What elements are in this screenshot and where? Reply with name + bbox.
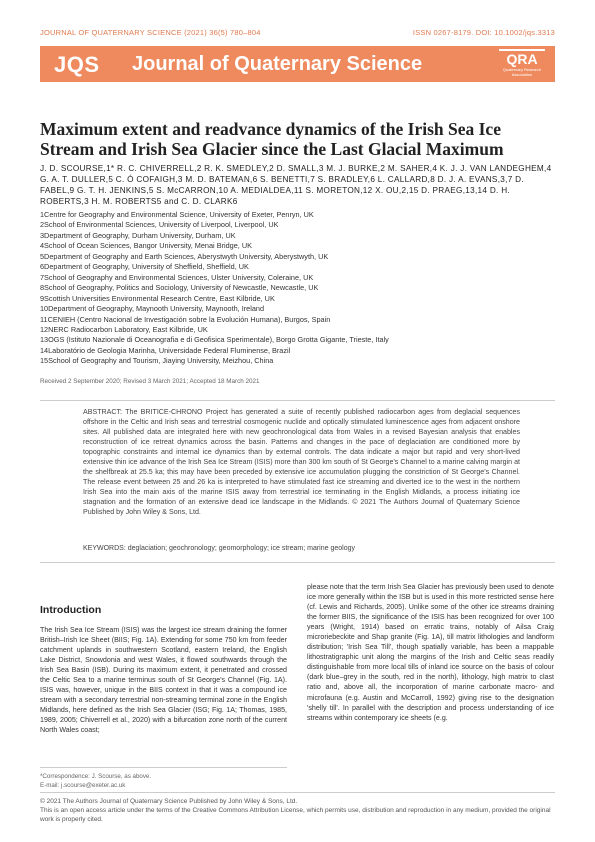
article-title: Maximum extent and readvance dynamics of the Irish Sea Ice Stream and Irish Sea Glacier since the Last Glacial Maximum	[40, 119, 504, 159]
author-list: J. D. SCOURSE,1* R. C. CHIVERRELL,2 R. K. SMEDLEY,2 D. SMALL,3 M. J. BURKE,2 M. SAHER,4 K. J. J. VAN LANDEGHEM,4 G. A. T. DULLER,5 C. Ó COFAIGH,3 M. D. BATEMAN,6 S. BENETTI,7 S. BRADLEY,6 L. CALLARD,8 D. J. A. EVANS,3,7 D. FABEL,9 G. T. H. JENKINS,5 S. McCARRON,10 A. MEDIALDEA,11 S. MORETON,12 X. OU,2,15 D. PRAEG,13,14 D. H. ROBERTS,3 H. M. ROBERTS5 and C. D. CLARK6	[40, 164, 552, 206]
abstract: ABSTRACT: The BRITICE-CHRONO Project has generated a suite of recently published radiocarbon ages from deglacial sequences offshore in the Celtic and Irish seas and terrestrial cosmogenic nuclide and optically stimulated luminescence ages from adjacent onshore sites. All published data are integrated here with new geochronological data from Wales in a revised Bayesian analysis that enables reconstruction of ice retreat dynamics across the basin. Patterns and changes in the pace of deglaciation are conditioned more by topographic constraints and internal ice dynamics than by external controls. The data indicate a major but rapid and very short-lived extensive thin ice advance of the Irish Sea Ice Stream (ISIS) more than 300 km south of St George's Channel to a marine calving margin at the shelfbreak at 25.5 ka; this may have been preceded by extensive ice accumulation plugging the constriction of St George's Channel. The release event between 25 and 26 ka is interpreted to have stimulated fast ice streaming and diverted ice to the west in the northern Irish Sea into the main axis of the marine ISIS away from terrestrial ice terminating in the English Midlands, a process initiating ice stagnation and the formation of an extensive dead ice landscape in the Midlands. © 2021 The Authors Journal of Quaternary Science Published by John Wiley & Sons, Ltd.	[83, 408, 520, 516]
affiliation: 9Scottish Universities Environmental Research Centre, East Kilbride, UK	[40, 293, 275, 303]
journal-title: Journal of Quaternary Science	[132, 53, 423, 75]
affiliation: 5Department of Geography and Earth Sciences, Aberystwyth University, Aberystwyth, UK	[40, 251, 329, 261]
affiliation: 4School of Ocean Sciences, Bangor University, Menai Bridge, UK	[40, 241, 252, 251]
running-head-journal: JOURNAL OF QUATERNARY SCIENCE (2021) 36(5) 780–804	[40, 28, 261, 37]
divider	[40, 400, 555, 401]
divider	[40, 792, 555, 793]
qra-logo	[499, 49, 545, 79]
qra-logo-text: QRA	[499, 49, 545, 67]
intro-column-left: The Irish Sea Ice Stream (ISIS) was the largest ice stream draining the former British–Irish Ice Sheet (BIIS; Fig. 1A). Extending for some 750 km from feeder catchment uplands in southwestern Scotland, eastern Ireland, the English Lake District, Snowdonia and west Wales, it flowed southwards through the Irish Sea Basin (ISB). During its maximum extent, it penetrated and crossed the Celtic Sea to a marine terminus south of St George's Channel (Fig. 1A). ISIS was, however, unique in the BIIS context in that it was a compound ice stream with a secondary terrestrial non-streaming terminal zone in the English Midlands, here defined as the Irish Sea Glacier (ISG; Fig. 1A; Thomas, 1985, 1989, 2005; Chiverrell et al., 2020) with a bifurcation zone north of the current North Wales coast;	[40, 626, 287, 735]
affiliation: 3Department of Geography, Durham University, Durham, UK	[40, 230, 236, 240]
keywords: KEYWORDS: deglaciation; geochronology; geomorphology; ice stream; marine geology	[83, 545, 355, 552]
affiliation: 6Department of Geography, University of Sheffield, Sheffield, UK	[40, 262, 249, 272]
journal-abbreviation: JQS	[54, 52, 100, 77]
qra-logo-subtitle: Quaternary Research Association	[502, 67, 542, 77]
divider	[40, 562, 555, 563]
affiliation: 1Centre for Geography and Environmental Science, University of Exeter, Penryn, UK	[40, 210, 314, 219]
running-head	[40, 28, 555, 37]
affiliation: 12NERC Radiocarbon Laboratory, East Kilbride, UK	[40, 324, 208, 334]
affiliation: 7School of Geography and Environmental Sciences, Ulster University, Coleraine, UK	[40, 272, 314, 282]
affiliation-list	[40, 210, 555, 367]
correspondence-note: *Correspondence: J. Scourse, as above. E-mail: j.scourse@exeter.ac.uk	[40, 767, 287, 790]
affiliation: 8School of Geography, Politics and Sociology, University of Newcastle, Newcastle, UK	[40, 283, 319, 293]
article-dates: Received 2 September 2020; Revised 3 March 2021; Accepted 18 March 2021	[40, 378, 260, 385]
affiliation: 11CENIEH (Centro Nacional de Investigación sobre la Evolución Humana), Burgos, Spain	[40, 314, 331, 324]
affiliation: 15School of Geography and Tourism, Jiaying University, Meizhou, China	[40, 356, 274, 366]
affiliation: 10Department of Geography, Maynooth University, Maynooth, Ireland	[40, 304, 265, 314]
affiliation: 14Laboratório de Geologia Marinha, Universidade Federal Fluminense, Brazil	[40, 345, 291, 355]
section-heading-introduction: Introduction	[40, 604, 102, 616]
affiliation: 2School of Environmental Sciences, University of Liverpool, Liverpool, UK	[40, 220, 279, 230]
affiliation: 13OGS (Istituto Nazionale di Oceanografia e di Geofisica Sperimentale), Borgo Grotta Gigante, Trieste, Italy	[40, 335, 389, 345]
license-footer: © 2021 The Authors Journal of Quaternary Science Published by John Wiley & Sons, Ltd. This is an open access article under the terms of the Creative Commons Attribution License, which permits use, distribution and reproduction in any medium, provided the original work is properly cited.	[40, 798, 551, 823]
intro-column-right: please note that the term Irish Sea Glacier has previously been used to denote ice more generally within the ISB but is used in this more restricted sense here (cf. Lewis and Richards, 2005). Unlike some of the other ice streams draining the former BIIS, the significance of the ISIS has been recognized for over 100 years (Wright, 1914) based on erratic trains, notably of Ailsa Craig microriebeckite and Shap granite (Fig. 1A), till matrix lithologies and landform distribution; 'Irish Sea Till', though spatially variable, has been a mappable lithostratigraphic unit along the margins of the Irish and Celtic seas readily distinguishable from more local tills of inland ice source on the basis of colour (dark blue–grey in the south, red in the north), lithology, high matrix to clast ratio and, above all, the incorporation of marine carbonate macro- and microfauna (e.g. Austin and McCarroll, 1992) giving rise to the designation 'shelly till'. In parallel with the description and process understanding of ice streams within contemporary ice sheets (e.g.	[307, 583, 554, 722]
running-head-doi: ISSN 0267-8179. DOI: 10.1002/jqs.3313	[412, 28, 555, 37]
journal-banner	[40, 46, 555, 82]
